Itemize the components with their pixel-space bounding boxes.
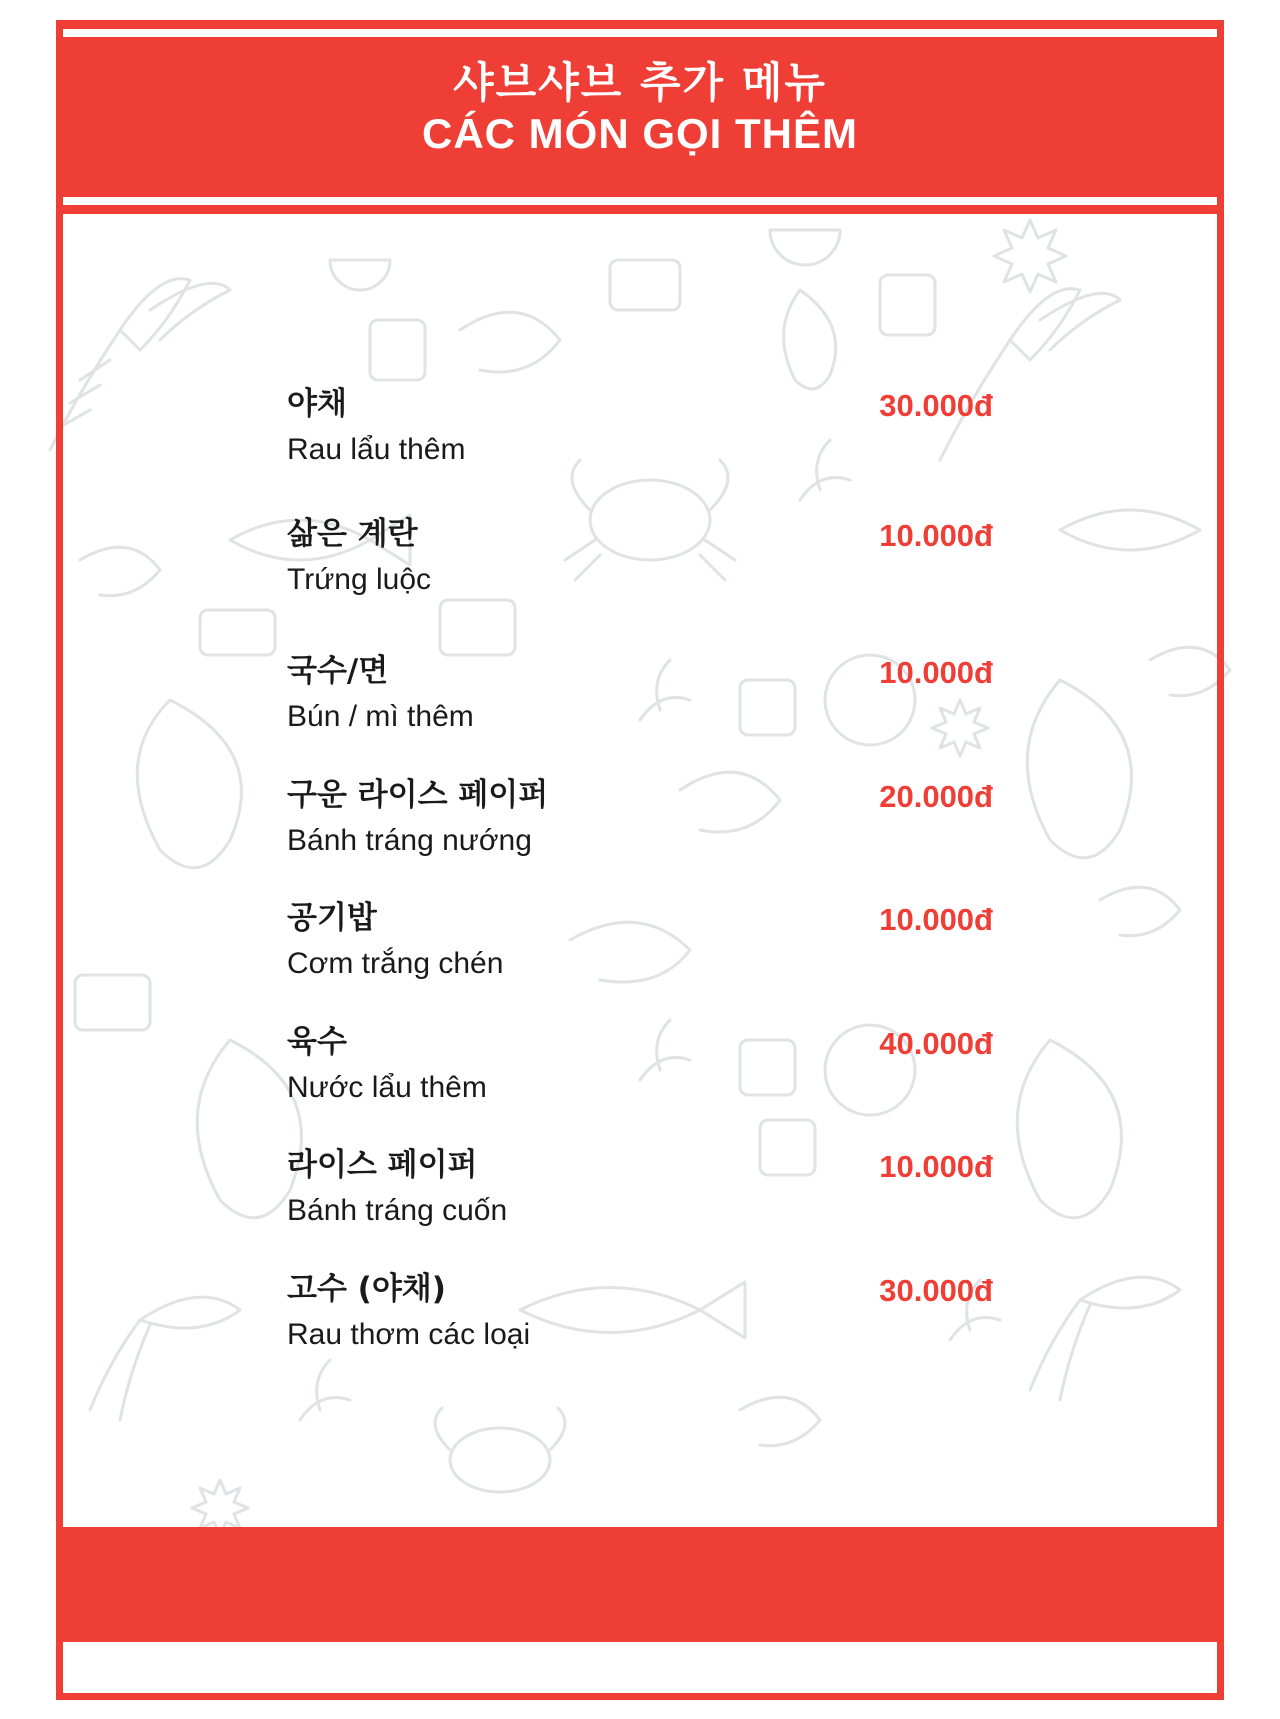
menu-item bbox=[287, 777, 1007, 877]
menu-item bbox=[287, 516, 1007, 616]
title-korean: 샤브샤브 추가 메뉴 bbox=[453, 58, 827, 107]
item-name-vietnamese: Rau thơm các loại bbox=[287, 1318, 531, 1351]
item-name-vietnamese: Bún / mì thêm bbox=[287, 700, 474, 733]
title-vietnamese: CÁC MÓN GỌI THÊM bbox=[422, 110, 858, 157]
item-name-korean: 야채 bbox=[287, 386, 347, 422]
menu-item bbox=[287, 1024, 1007, 1124]
item-name-korean: 공기밥 bbox=[287, 900, 377, 936]
item-price: 10.000đ bbox=[879, 1149, 993, 1184]
menu-item bbox=[287, 386, 1007, 486]
item-price: 30.000đ bbox=[879, 1273, 993, 1308]
item-name-korean: 구운 라이스 페이퍼 bbox=[287, 777, 549, 813]
item-name-vietnamese: Rau lẩu thêm bbox=[287, 433, 466, 466]
item-name-korean: 육수 bbox=[287, 1024, 347, 1060]
item-name-vietnamese: Nước lẩu thêm bbox=[287, 1071, 487, 1104]
item-price: 10.000đ bbox=[879, 518, 993, 553]
item-price: 20.000đ bbox=[879, 779, 993, 814]
item-name-vietnamese: Cơm trắng chén bbox=[287, 947, 504, 980]
item-name-korean: 고수 (야채) bbox=[287, 1271, 446, 1307]
item-price: 10.000đ bbox=[879, 902, 993, 937]
item-name-korean: 국수/면 bbox=[287, 653, 389, 689]
item-price: 40.000đ bbox=[879, 1026, 993, 1061]
item-name-vietnamese: Trứng luộc bbox=[287, 563, 432, 596]
item-name-vietnamese: Bánh tráng cuốn bbox=[287, 1194, 508, 1227]
item-name-korean: 삶은 계란 bbox=[287, 516, 418, 552]
menu-item bbox=[287, 653, 1007, 753]
menu-item bbox=[287, 900, 1007, 1000]
item-name-korean: 라이스 페이퍼 bbox=[287, 1147, 478, 1183]
item-price: 30.000đ bbox=[879, 388, 993, 423]
item-name-vietnamese: Bánh tráng nướng bbox=[287, 824, 532, 857]
item-price: 10.000đ bbox=[879, 655, 993, 690]
menu-item bbox=[287, 1271, 1007, 1371]
menu-item bbox=[287, 1147, 1007, 1247]
